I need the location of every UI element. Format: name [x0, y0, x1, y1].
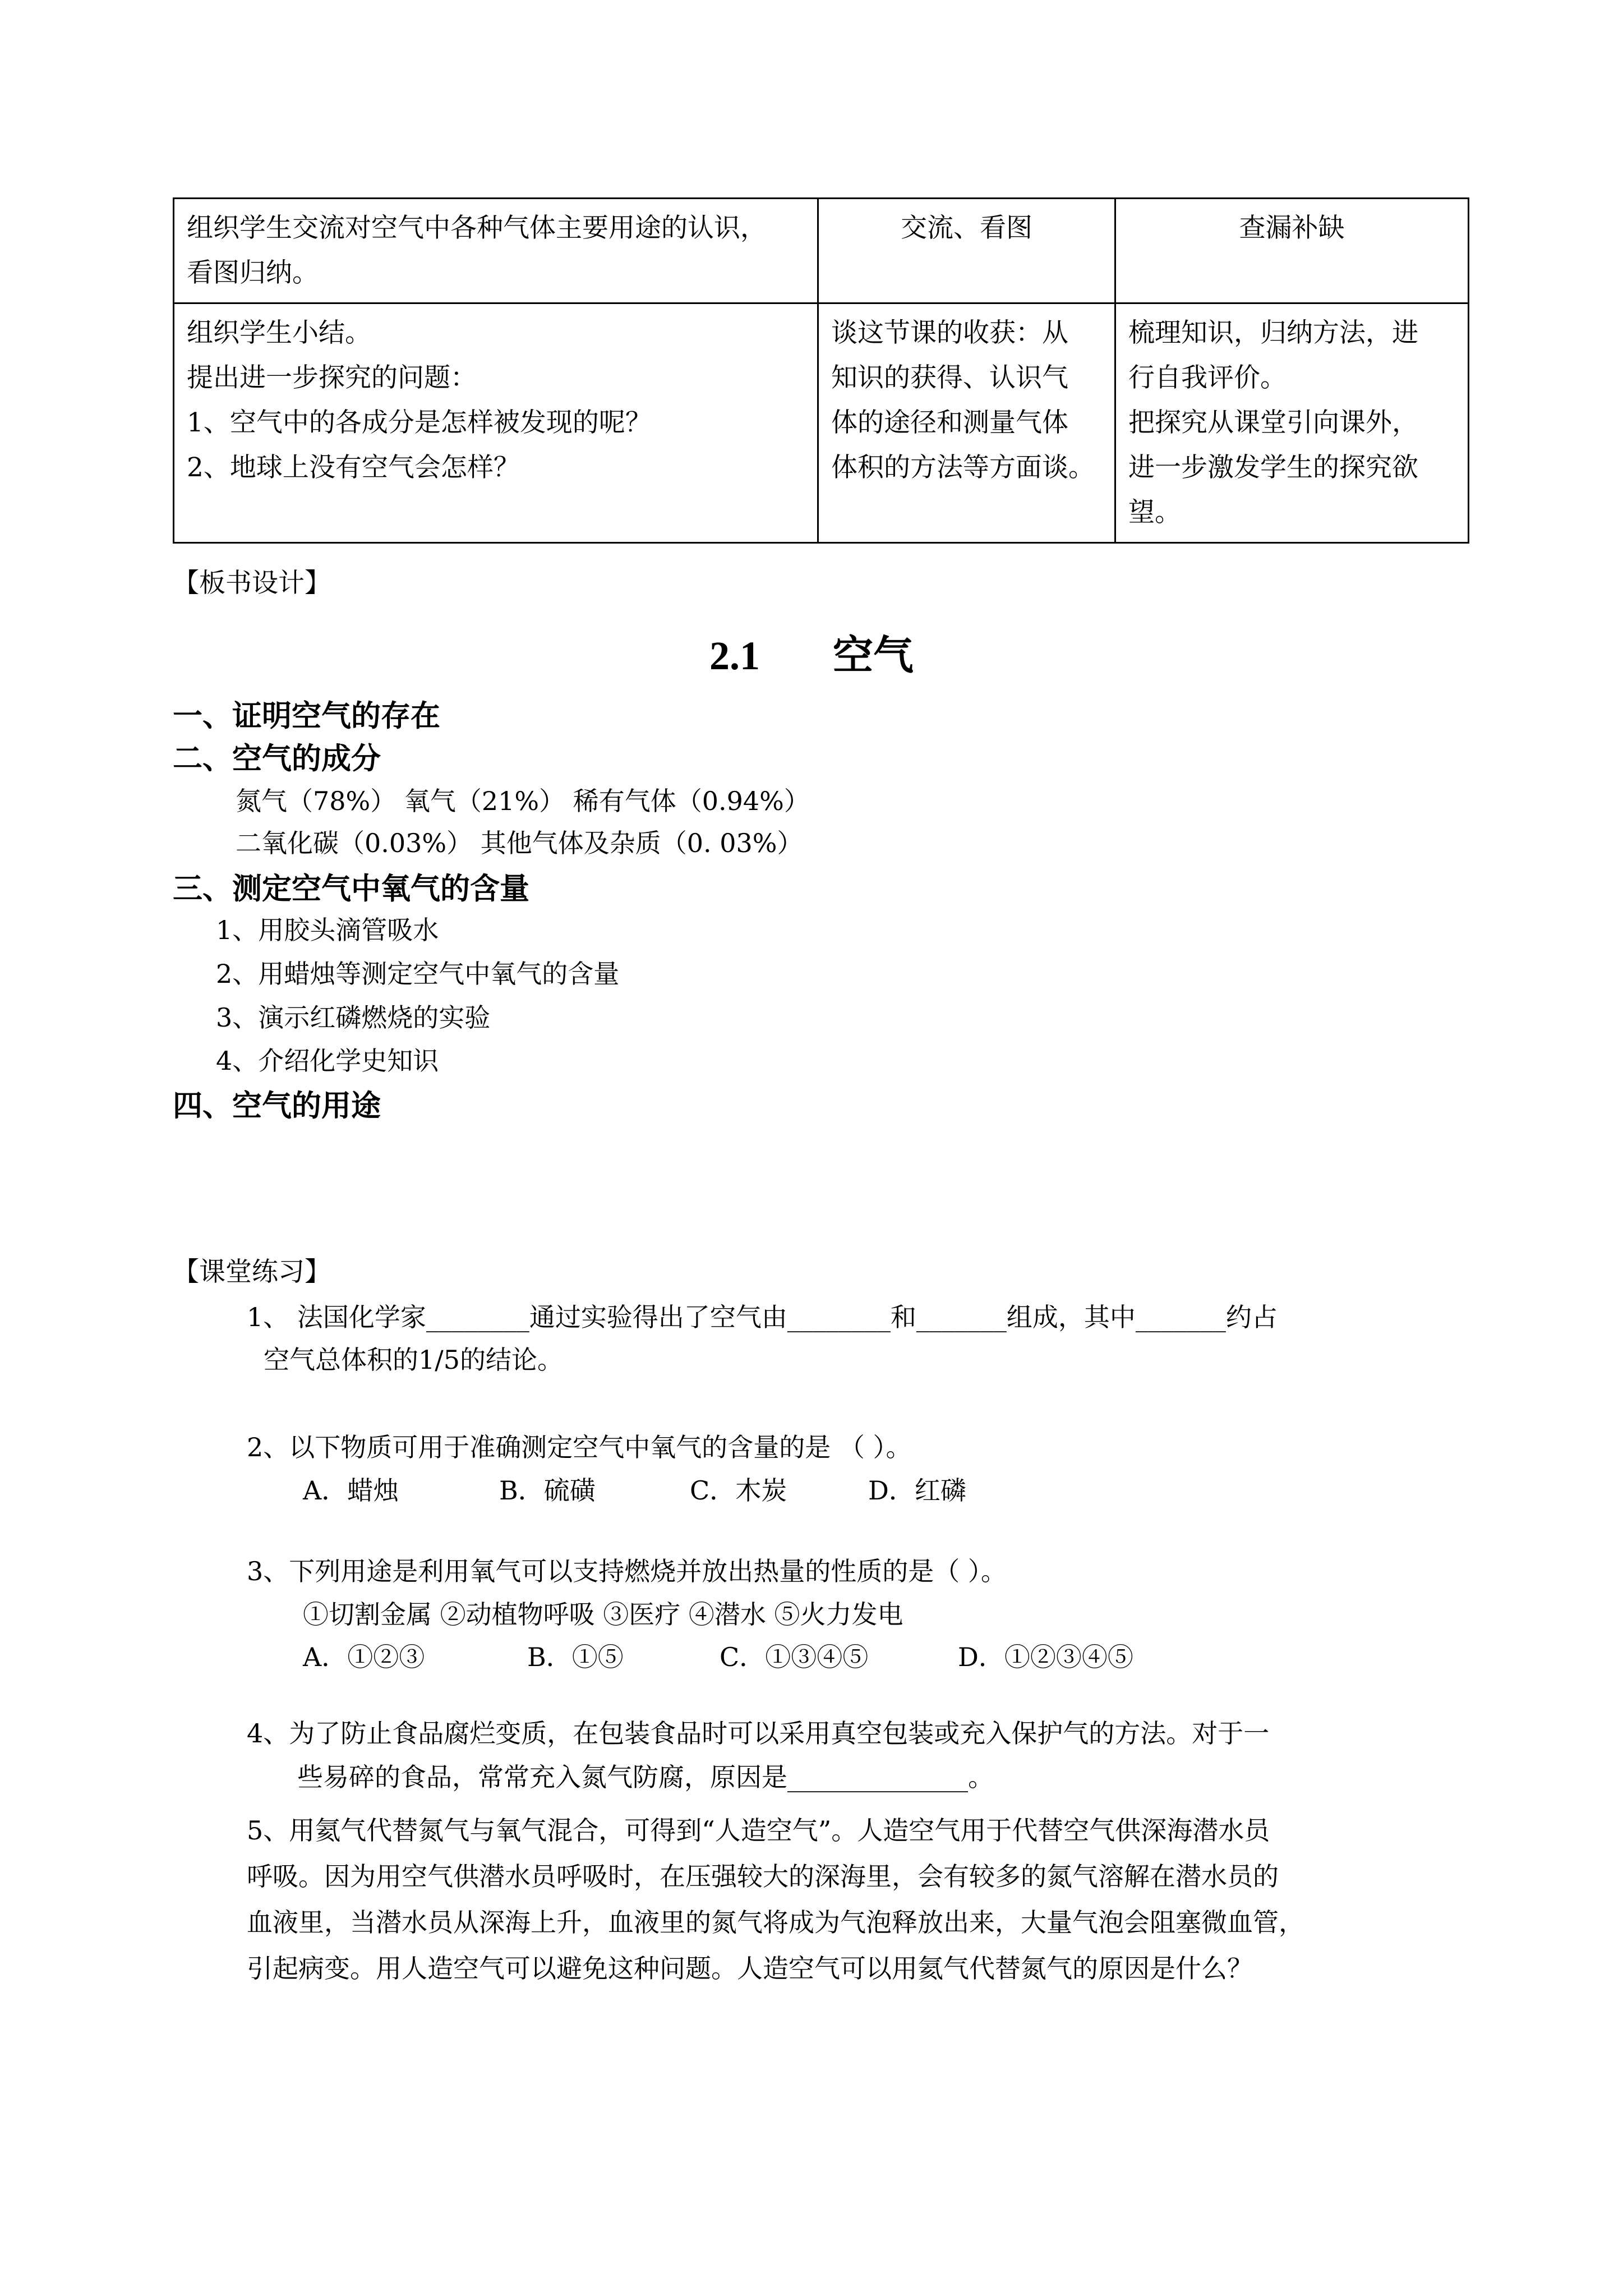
cell-line: 组织学生交流对空气中各种气体主要用途的认识， — [187, 213, 767, 243]
list-item: 2、用蜡烛等测定空气中氧气的含量 — [216, 959, 620, 989]
list-item: 3、演示红磷燃烧的实验 — [216, 1002, 491, 1033]
question-2-option-d: D．红磷 — [868, 1475, 966, 1506]
table-cell-student-activity — [818, 303, 1115, 543]
table-row — [174, 303, 1469, 543]
cell-line: 体积的方法等方面谈。 — [831, 452, 1095, 483]
cell-line: 望。 — [1128, 497, 1181, 528]
table-cell-teacher-activity — [174, 199, 818, 303]
cell-line: 1、空气中的各成分是怎样被发现的呢？ — [187, 407, 652, 438]
question-4-line-1: 4、为了防止食品腐烂变质，在包装食品时可以采用真空包装或充入保护气的方法。对于一 — [247, 1718, 1270, 1749]
cell-line: 把探究从课堂引向课外， — [1128, 407, 1418, 438]
question-1-line-1: 1、 法国化学家________通过实验得出了空气由________和_______组成，其中_______约占 — [247, 1302, 1278, 1332]
section-heading-1: 一、证明空气的存在 — [173, 699, 440, 733]
question-5-paragraph — [247, 1807, 1391, 1991]
section-heading-2: 二、空气的成分 — [173, 742, 381, 776]
board-title-number: 2.1 — [709, 633, 760, 678]
cell-line: 谈这节课的收获：从 — [831, 318, 1068, 348]
question-3-option-a: A．①②③ — [303, 1642, 425, 1672]
question-3-option-b: B．①⑤ — [527, 1642, 624, 1672]
question-2-stem: 2、以下物质可用于准确测定空气中氧气的含量的是 （ ）。 — [247, 1432, 912, 1462]
paragraph-line: 血液里，当潜水员从深海上升，血液里的氮气将成为气泡释放出来，大量气泡会阻塞微血管， — [247, 1907, 1304, 1938]
question-4-line-2: 些易碎的食品，常常充入氮气防腐，原因是______________。 — [297, 1762, 994, 1792]
list-item: 1、用胶头滴管吸水 — [216, 915, 439, 945]
list-item: 4、介绍化学史知识 — [216, 1046, 439, 1076]
board-title — [0, 623, 1623, 681]
exercise-heading: 【课堂练习】 — [173, 1257, 331, 1287]
board-design-heading: 【板书设计】 — [173, 568, 331, 599]
table-cell-teacher-activity — [174, 303, 818, 543]
cell-line: 看图归纳。 — [187, 257, 319, 288]
section-heading-3: 三、测定空气中氧气的含量 — [173, 872, 529, 906]
paragraph-line: 引起病变。用人造空气可以避免这种问题。人造空气可以用氦气代替氮气的原因是什么？ — [247, 1953, 1253, 1984]
cell-line: 2、地球上没有空气会怎样？ — [187, 452, 520, 483]
section-heading-4: 四、空气的用途 — [173, 1089, 381, 1123]
cell-line: 知识的获得、认识气 — [831, 362, 1068, 393]
table-row — [174, 199, 1469, 303]
question-2-option-b: B．硫磺 — [499, 1475, 596, 1506]
question-3-items: ①切割金属 ②动植物呼吸 ③医疗 ④潜水 ⑤火力发电 — [303, 1599, 903, 1630]
cell-line: 梳理知识，归纳方法，进 — [1128, 318, 1418, 348]
table-cell-design-intent: 查漏补缺 — [1115, 199, 1469, 303]
question-2-option-a: A．蜡烛 — [303, 1475, 399, 1506]
table-cell-student-activity: 交流、看图 — [818, 199, 1115, 303]
cell-line: 体的途径和测量气体 — [831, 407, 1068, 438]
cell-line: 行自我评价。 — [1128, 362, 1287, 393]
question-3-option-d: D．①②③④⑤ — [958, 1642, 1133, 1672]
table-cell-design-intent — [1115, 303, 1469, 543]
cell-line: 提出进一步探究的问题： — [187, 362, 477, 393]
cell-line: 组织学生小结。 — [187, 318, 371, 348]
question-2-option-c: C．木炭 — [690, 1475, 787, 1506]
teaching-process-table — [173, 197, 1469, 544]
composition-line-1: 氮气（78%） 氧气（21%） 稀有气体（0.94%） — [236, 786, 810, 816]
board-title-text: 空气 — [832, 631, 914, 679]
paragraph-line: 呼吸。因为用空气供潜水员呼吸时，在压强较大的深海里，会有较多的氮气溶解在潜水员的 — [247, 1861, 1279, 1892]
question-3-stem: 3、下列用途是利用氧气可以支持燃烧并放出热量的性质的是（ ）。 — [247, 1556, 1007, 1586]
question-1-line-2: 空气总体积的1/5的结论。 — [264, 1345, 564, 1375]
paragraph-line: 5、用氦气代替氮气与氧气混合，可得到“人造空气”。人造空气用于代替空气供深海潜水员 — [247, 1815, 1270, 1846]
cell-line: 进一步激发学生的探究欲 — [1128, 452, 1418, 483]
composition-line-2: 二氧化碳（0.03%） 其他气体及杂质（0. 03%） — [236, 828, 803, 858]
question-3-option-c: C．①③④⑤ — [720, 1642, 869, 1672]
